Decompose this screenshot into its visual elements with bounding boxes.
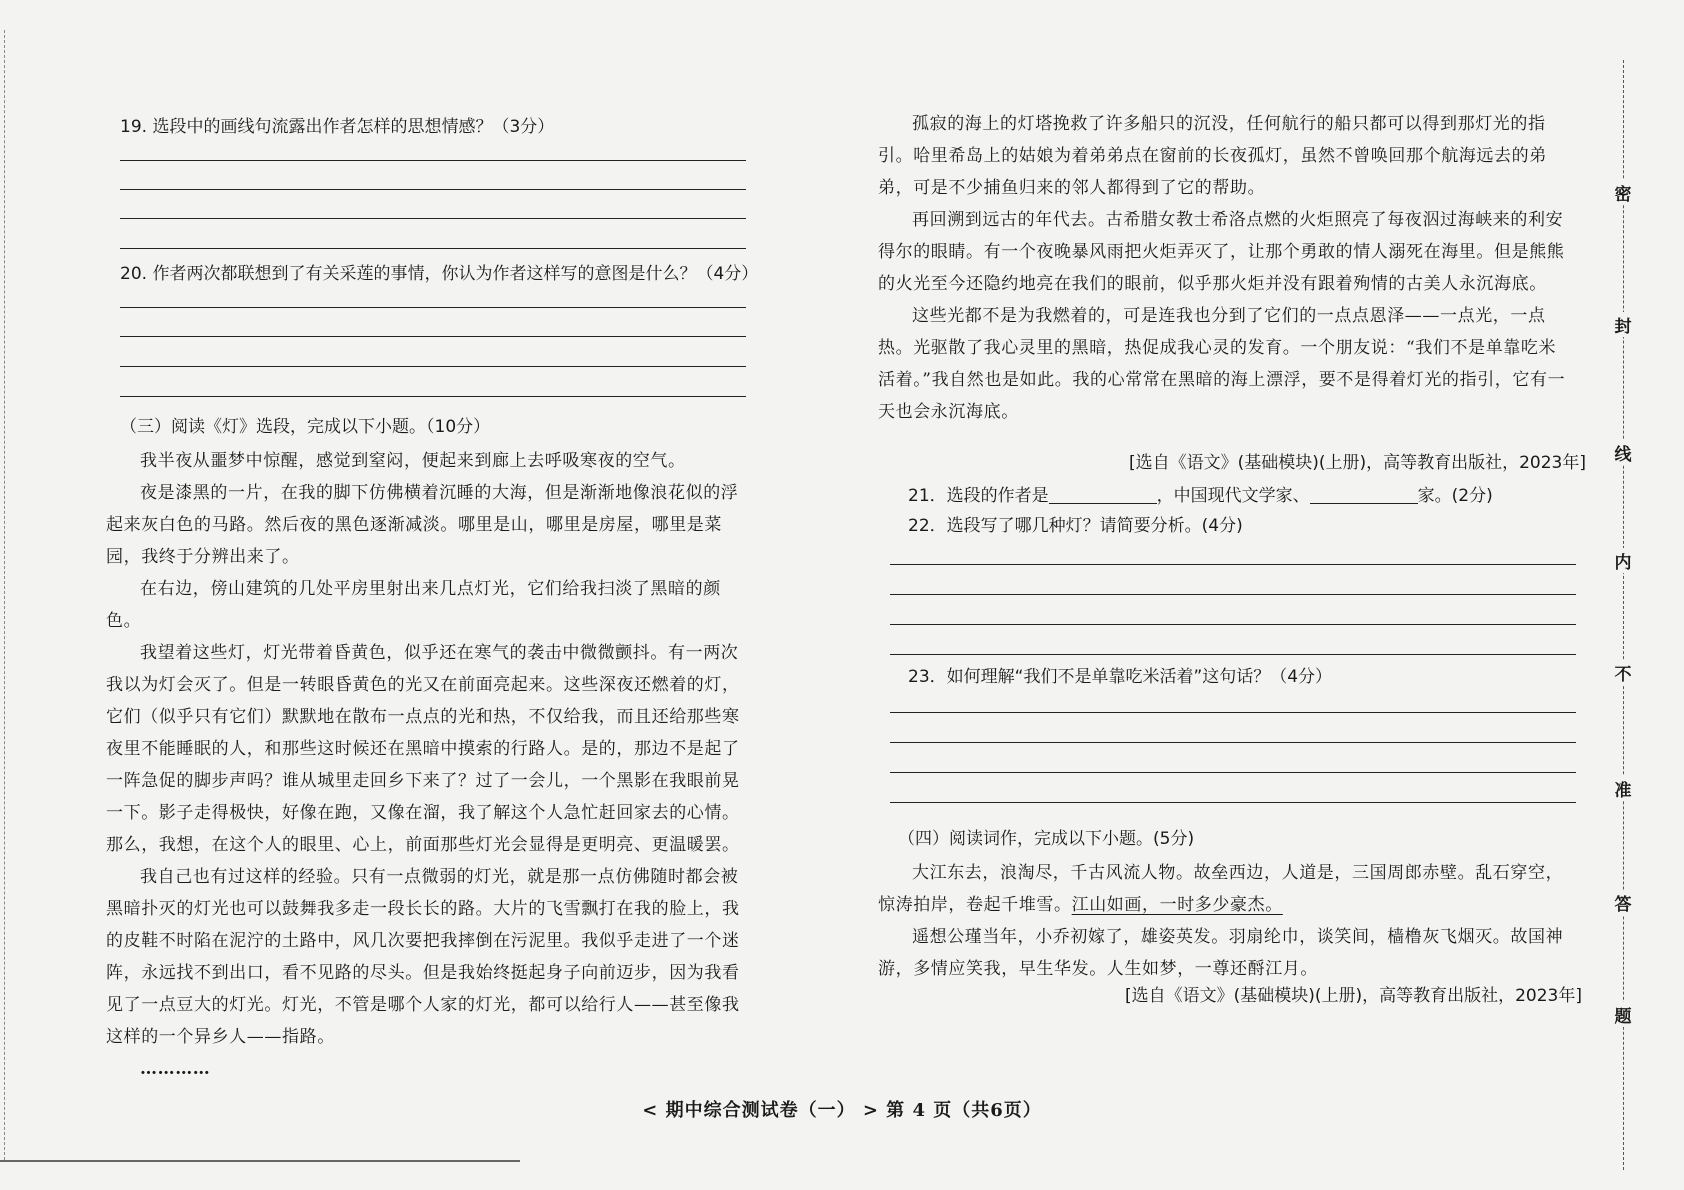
question-21 — [908, 481, 1493, 512]
answer-line[interactable] — [890, 802, 1576, 803]
poem-stanza-2: 遥想公瑾当年，小乔初嫁了，雄姿英发。羽扇纶巾，谈笑间，樯橹灰飞烟灭。故国神游，多情应笑我，早生华发。人生如梦，一尊还酹江月。 — [878, 927, 1564, 979]
question-21-text-b: ，中国现代文学家、 — [1156, 486, 1310, 506]
passage-paragraph: 我半夜从噩梦中惊醒，感觉到窒闷，便起来到廊上去呼吸寒夜的空气。 — [140, 451, 686, 471]
source-citation-2: [选自《语文》(基础模块)(上册)，高等教育出版社，2023年] — [1124, 986, 1582, 1006]
author-blank-field[interactable] — [1049, 483, 1157, 504]
passage-paragraph: 孤寂的海上的灯塔挽救了许多船只的沉没，任何航行的船只都可以得到那灯光的指引。哈里希岛上的姑娘为着弟弟点在窗前的长夜孤灯，虽然不曾唤回那个航海远去的弟弟，可是不少捕鱼归来的邻人都得到了它的帮助。 — [878, 114, 1547, 198]
poem-stanza-1-text: 大江东去，浪淘尽，千古风流人物。故垒西边，人道是，三国周郎赤壁。乱石穿空，惊涛拍岸，卷起千堆雪。 — [878, 863, 1564, 915]
seal-char: 线 — [1612, 440, 1634, 465]
answer-line[interactable] — [890, 654, 1576, 655]
section-3-title: （三）阅读《灯》选段，完成以下小题。（10分） — [120, 417, 491, 437]
profession-blank-field[interactable] — [1310, 483, 1418, 504]
seal-char: 密 — [1612, 180, 1634, 205]
passage-paragraph: 再回溯到远古的年代去。古希腊女教士希洛点燃的火炬照亮了每夜泅过海峡来的利安得尔的眼睛。有一个夜晚暴风雨把火炬弄灭了，让那个勇敢的情人溺死在海里。但是熊熊的火光至今还隐约地亮在我们的眼前，似乎那火炬并没有跟着殉情的古美人永沉海底。 — [878, 210, 1565, 294]
passage-lamp-continued — [878, 108, 1568, 428]
seal-char: 不 — [1612, 660, 1634, 685]
source-citation-1: [选自《语文》(基础模块)(上册)，高等教育出版社，2023年] — [1128, 453, 1586, 473]
question-23: 23．如何理解“我们不是单靠吃米活着”这句话？（4分） — [908, 667, 1333, 687]
answer-line[interactable] — [890, 624, 1576, 625]
answer-line[interactable] — [890, 564, 1576, 565]
answer-line[interactable] — [890, 772, 1576, 773]
seal-char: 题 — [1612, 1002, 1634, 1027]
question-19: 19. 选段中的画线句流露出作者怎样的思想情感？（3分） — [120, 117, 555, 137]
page-footer: < 期中综合测试卷（一） > 第 4 页（共6页） — [642, 1100, 1042, 1121]
underlined-line: 江山如画，一时多少豪杰。 — [1071, 895, 1283, 915]
answer-line[interactable] — [890, 712, 1576, 713]
answer-line[interactable] — [120, 336, 746, 337]
passage-lamp — [106, 445, 746, 1085]
poem — [878, 857, 1568, 985]
question-21-text-a: 21．选段的作者是 — [908, 486, 1049, 506]
answer-line[interactable] — [890, 742, 1576, 743]
passage-paragraph: 在右边，傍山建筑的几处平房里射出来几点灯光，它们给我扫淡了黑暗的颜色。 — [106, 579, 721, 631]
seal-char: 准 — [1612, 776, 1634, 801]
answer-line[interactable] — [120, 366, 746, 367]
section-4-title: （四）阅读词作，完成以下小题。(5分) — [898, 829, 1195, 849]
passage-paragraph: 我自己也有过这样的经验。只有一点微弱的灯光，就是那一点仿佛随时都会被黑暗扑灭的灯光也可以鼓舞我多走一段长长的路。大片的飞雪飘打在我的脸上，我的皮鞋不时陷在泥泞的土路中，风几次要把我摔倒在污泥里。我似乎走进了一个迷阵，永远找不到出口，看不见路的尽头。但是我始终挺起身子向前迈步，因为我看见了一点豆大的灯光。灯光，不管是哪个人家的灯光，都可以给行人——甚至像我这样的一个异乡人——指路。 — [106, 867, 740, 1047]
answer-line[interactable] — [890, 594, 1576, 595]
poem-stanza-1 — [878, 857, 1568, 921]
answer-line[interactable] — [120, 160, 746, 161]
answer-line[interactable] — [120, 307, 746, 308]
passage-ellipsis: ………… — [140, 1059, 211, 1079]
passage-paragraph: 这些光都不是为我燃着的，可是连我也分到了它们的一点点恩泽——一点光，一点热。光驱散了我心灵里的黑暗，热促成我心灵的发育。一个朋友说：“我们不是单靠吃米活着。”我自然也是如此。我的心常常在黑暗的海上漂浮，要不是得着灯光的指引，它有一天也会永沉海底。 — [878, 306, 1566, 422]
passage-paragraph: 我望着这些灯，灯光带着昏黄色，似乎还在寒气的袭击中微微颤抖。有一两次我以为灯会灭了。但是一转眼昏黄色的光又在前面亮起来。这些深夜还燃着的灯，它们（似乎只有它们）默默地在散布一点点的光和热，不仅给我，而且还给那些寒夜里不能睡眠的人，和那些这时候还在黑暗中摸索的行路人。是的，那边不是起了一阵急促的脚步声吗？谁从城里走回乡下来了？过了一会儿，一个黑影在我眼前晃一下。影子走得极快，好像在跑，又像在溜，我了解这个人急忙赶回家去的心情。那么，我想，在这个人的眼里、心上，前面那些灯光会显得是更明亮、更温暖罢。 — [106, 643, 740, 855]
passage-paragraph: 夜是漆黑的一片，在我的脚下仿佛横着沉睡的大海，但是渐渐地像浪花似的浮起来灰白色的马路。然后夜的黑色逐渐减淡。哪里是山，哪里是房屋，哪里是菜园，我终于分辨出来了。 — [106, 483, 739, 567]
answer-line[interactable] — [120, 248, 746, 249]
bottom-rule — [0, 1160, 520, 1162]
left-edge-margin — [4, 30, 5, 1160]
seal-char: 内 — [1612, 548, 1634, 573]
answer-line[interactable] — [120, 396, 746, 397]
seal-char: 封 — [1612, 312, 1634, 337]
question-20: 20. 作者两次都联想到了有关采莲的事情，你认为作者这样写的意图是什么？（4分） — [120, 264, 759, 284]
question-21-text-c: 家。(2分) — [1417, 486, 1493, 506]
answer-line[interactable] — [120, 218, 746, 219]
seal-char: 答 — [1612, 890, 1634, 915]
question-22: 22．选段写了哪几种灯？请简要分析。(4分) — [908, 516, 1243, 536]
answer-line[interactable] — [120, 189, 746, 190]
